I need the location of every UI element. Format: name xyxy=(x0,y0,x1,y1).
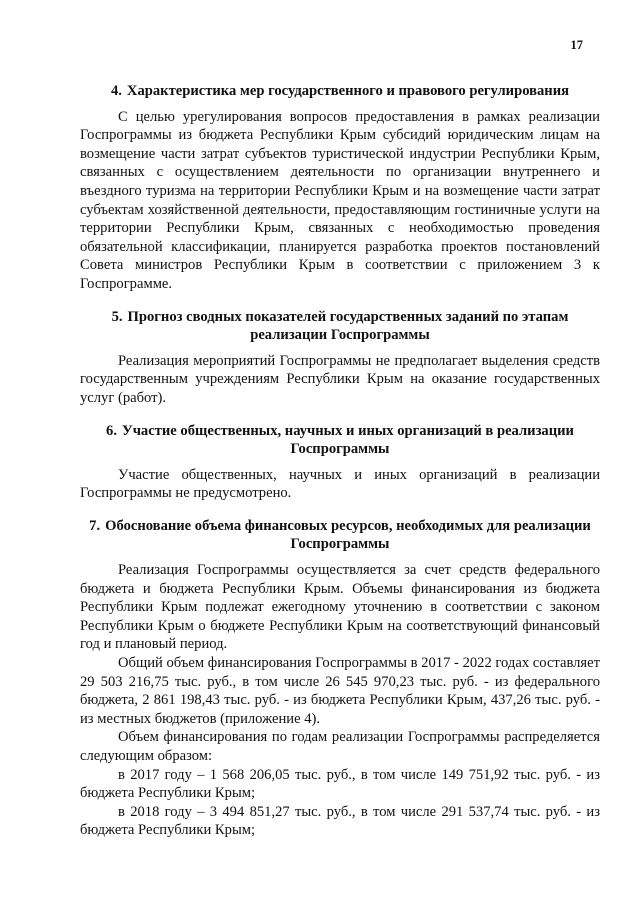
section-number: 7. xyxy=(89,517,101,534)
section-6 xyxy=(80,422,600,503)
section-title: Характеристика мер государственного и правового регулирования xyxy=(126,83,570,99)
paragraph: Объем финансирования по годам реализации Госпрограммы распределяется следующим образом: xyxy=(80,729,600,764)
section-heading xyxy=(80,308,600,345)
section-title: Обоснование объема финансовых ресурсов, необходимых для реализации Госпрограммы xyxy=(105,517,591,553)
section-heading xyxy=(80,82,600,101)
section-number: 4. xyxy=(110,83,122,99)
paragraph: в 2017 году – 1 568 206,05 тыс. руб., в том числе 149 751,92 тыс. руб. - из бюджета Республики Крым; xyxy=(80,766,600,802)
section-heading xyxy=(80,422,600,459)
section-number: 5. xyxy=(111,308,123,325)
section-heading xyxy=(80,517,600,554)
section-number: 6. xyxy=(106,422,117,439)
paragraph: Реализация Госпрограммы осуществляется за счет средств федерального бюджета и бюджета Республики Крым. Объемы финансирования из бюджета Республики Крым подлежат ежегодному уточнению в соответствии с законом Республики Крым о бюджете Республики Крым на соответствующий финансовый год и плановый период. xyxy=(80,562,600,653)
section-title: Участие общественных, научных и иных организаций в реализации Госпрограммы xyxy=(121,422,574,458)
paragraph: Реализация мероприятий Госпрограммы не предполагает выделения средств государственным учреждениям Республики Крым на оказание государственных услуг (работ). xyxy=(80,352,600,406)
section-7 xyxy=(80,517,600,840)
paragraph: Общий объем финансирования Госпрограммы в 2017 - 2022 годах составляет 29 503 216,75 тыс. руб., в том числе 26 545 970,23 тыс. руб. - из федерального бюджета, 2 861 198,43 тыс. руб. - из бюджета Республики Крым, 437,26 тыс. руб. - из местных бюджетов (приложение 4). xyxy=(80,655,600,727)
section-5 xyxy=(80,308,600,408)
section-4 xyxy=(80,82,600,294)
paragraph: в 2018 году – 3 494 851,27 тыс. руб., в том числе 291 537,74 тыс. руб. - из бюджета Республики Крым; xyxy=(80,803,600,839)
paragraph: Участие общественных, научных и иных организаций в реализации Госпрограммы не предусмотрено. xyxy=(80,466,600,502)
section-title: Прогноз сводных показателей государственных заданий по этапам реализации Госпрограммы xyxy=(127,308,569,344)
document-body xyxy=(80,82,600,840)
paragraph: С целью урегулирования вопросов предоставления в рамках реализации Госпрограммы из бюджета Республики Крым субсидий юридическим лицам на возмещение части затрат субъектов туристической индустрии Республики Крым, связанных с осуществлением деятельности по организации внутреннего и въездного туризма на территории Республики Крым и на возмещение части затрат субъектам хозяйственной деятельности, предоставляющим гостиничные услуги на территории Республики Крым, связанных с необходимостью проведения обязательной классификации, планируется разработка проектов постановлений Совета министров Республики Крым в соответствии с приложением 3 к Госпрограмме. xyxy=(80,108,600,292)
page-number: 17 xyxy=(570,38,583,52)
